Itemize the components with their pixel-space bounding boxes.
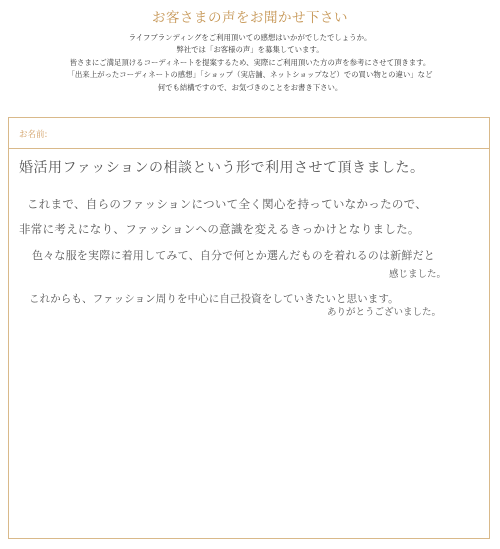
name-label: お名前: — [19, 130, 48, 140]
intro-line: 「出来上がったコーディネートの感想」「ショップ（実店舗、ネットショップなど）での買い物との違い」など — [67, 70, 433, 80]
comment-line: これからも、ファッション周りを中心に自己投資をしていきたいと思います。 — [29, 293, 399, 305]
intro-line: ライフブランディングをご利用頂いての感想はいかがでしたでしょうか。 — [128, 33, 372, 42]
comment-line: 感じました。 — [389, 269, 447, 280]
intro-line: 皆さまにご満足頂けるコーディネートを提案するため、実際にご利用頂いた方の声を参考にさせて頂きます。 — [69, 57, 431, 67]
comment-line: 婚活用ファッションの相談という形で利用させて頂きました。 — [19, 160, 425, 176]
page-title: お客さまの声をお聞かせ下さい — [152, 10, 348, 26]
comment-form — [8, 117, 490, 539]
comment-line: 色々な服を実際に着用してみて、自分で何とか選んだものを着れるのは新鮮だと — [32, 249, 435, 262]
comment-line: 非常に考えになり、ファッションへの意識を変えるきっかけとなりました。 — [19, 222, 420, 236]
handwritten-comment — [9, 118, 489, 538]
intro-line: 何でも結構ですので、お気づきのことをお書き下さい。 — [157, 82, 343, 92]
intro-line: 弊社では「お客様の声」を募集しています。 — [176, 45, 324, 55]
comment-line: ありがとうございました。 — [327, 307, 442, 318]
comment-line: これまで、自らのファッションについて全く関心を持っていなかったので、 — [27, 197, 428, 211]
intro-text — [0, 32, 500, 94]
